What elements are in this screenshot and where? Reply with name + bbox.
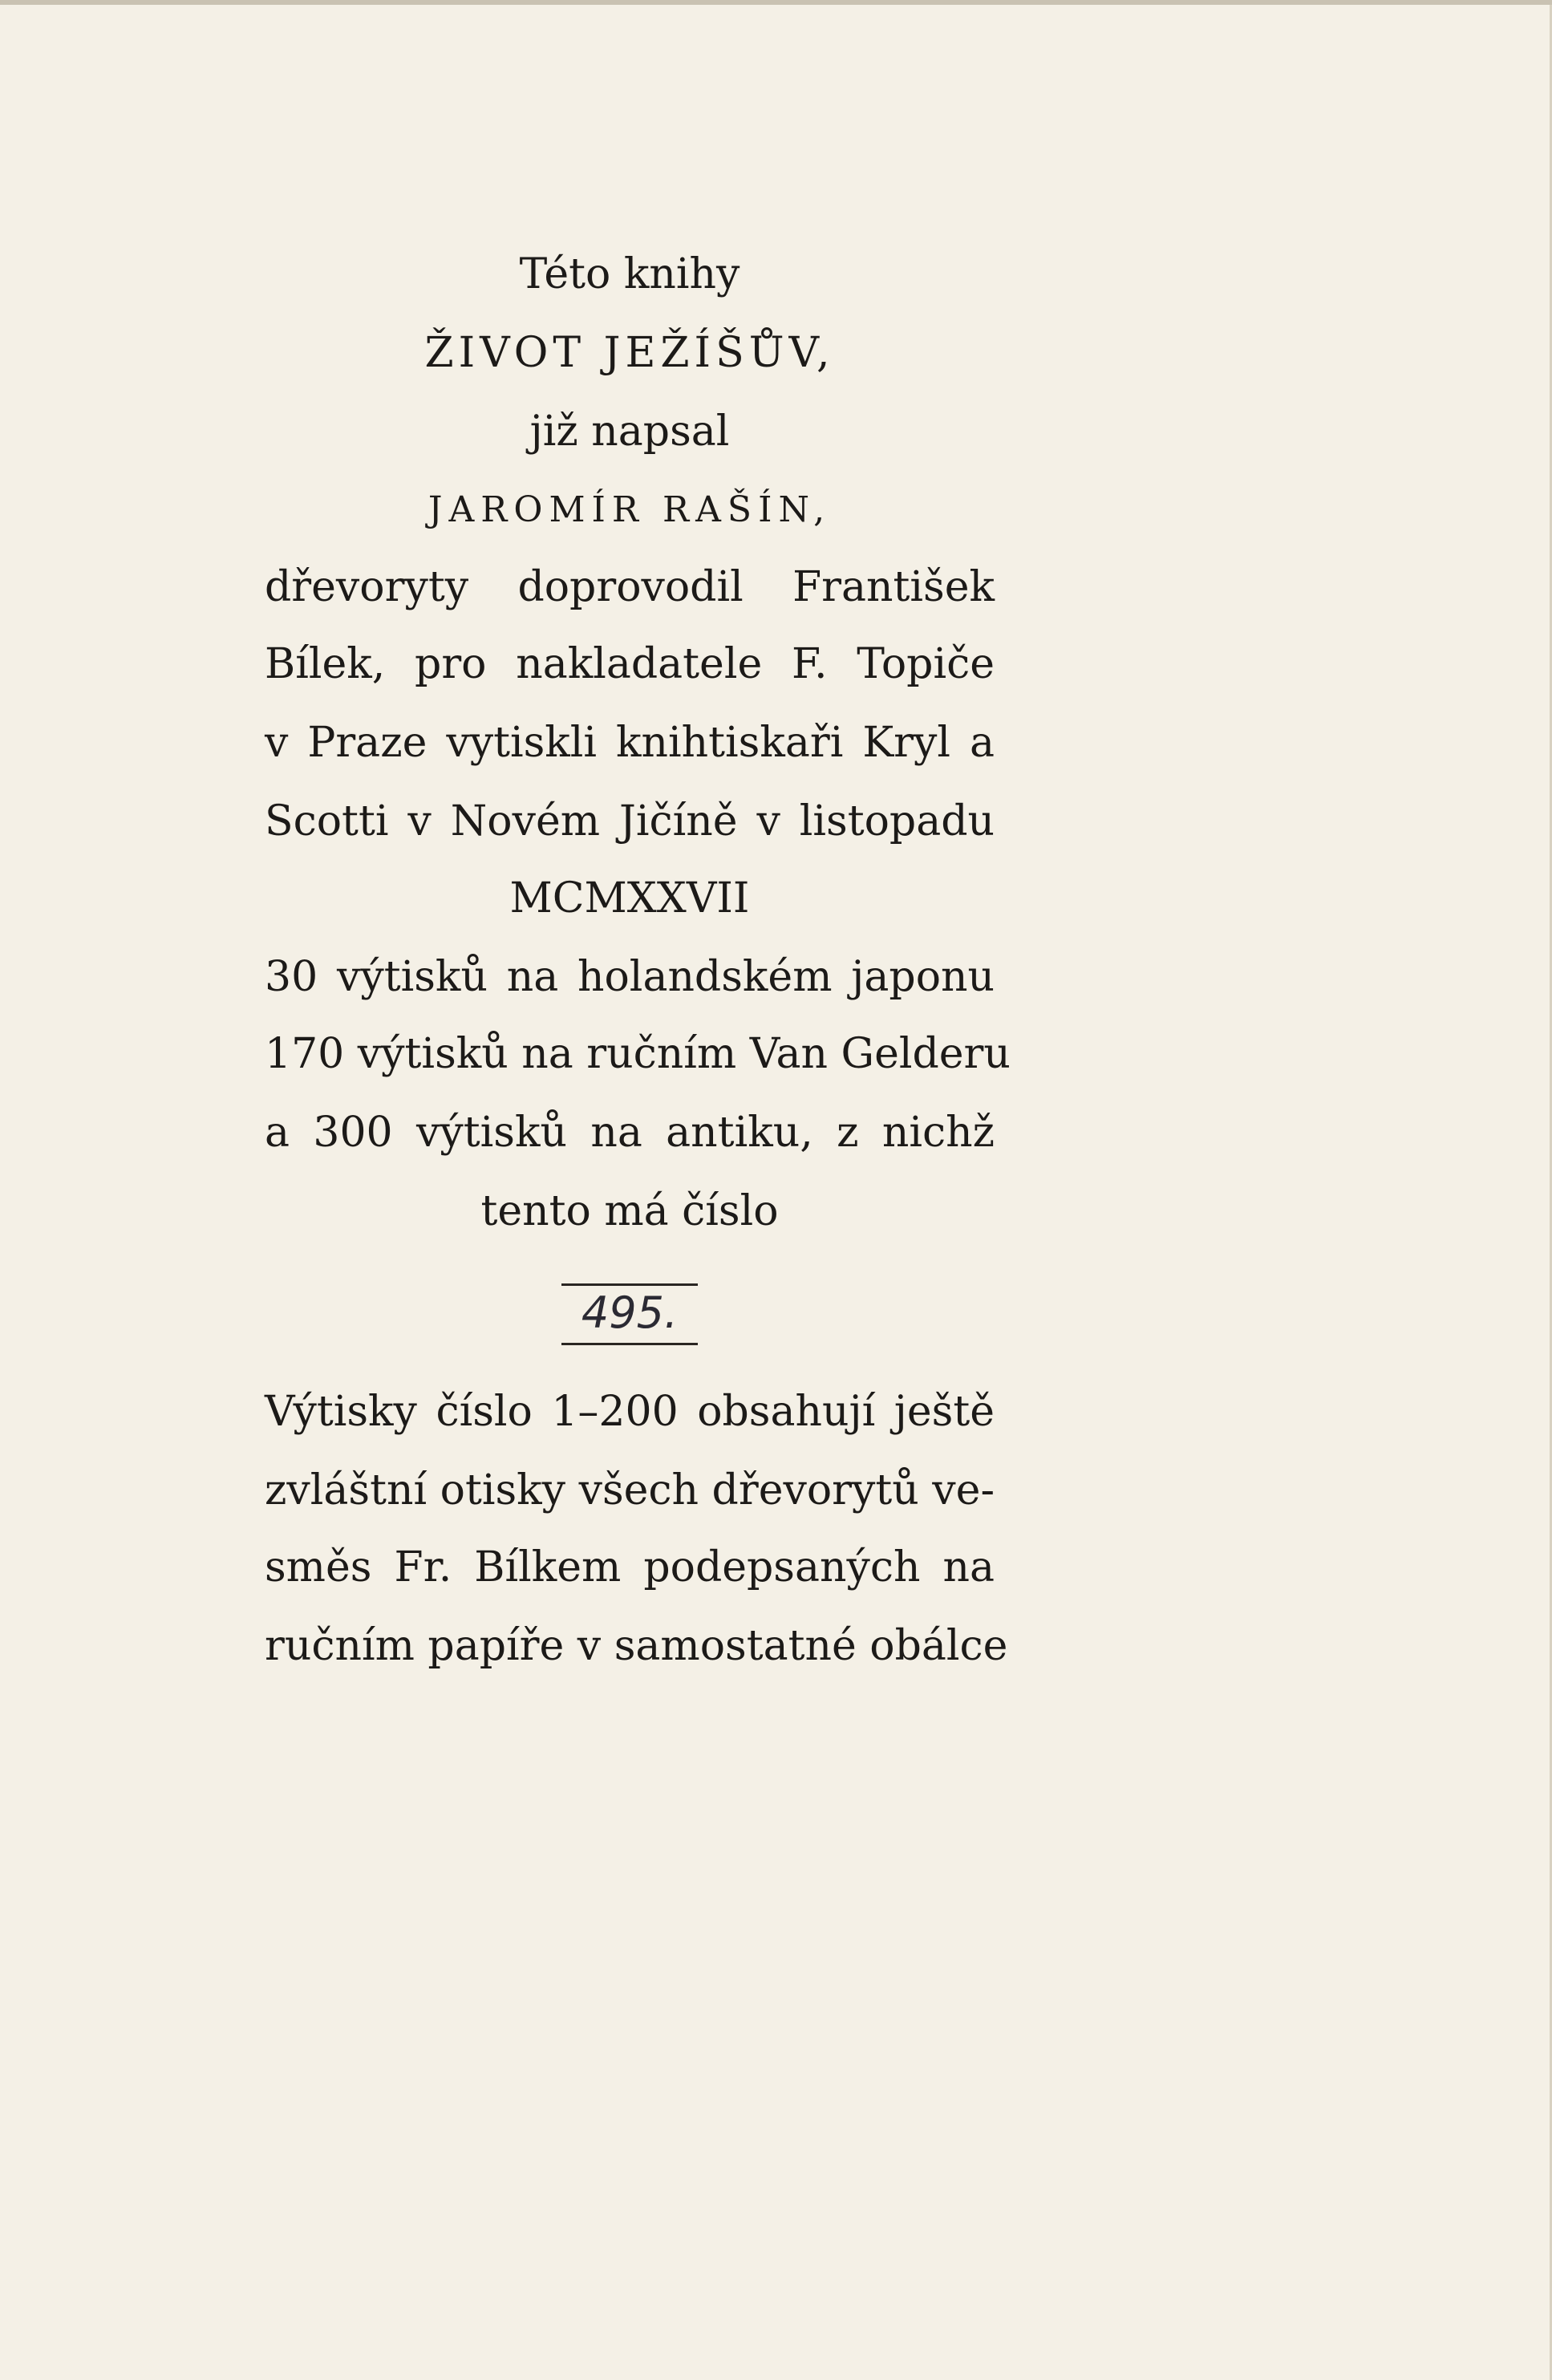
note-line: ručním papíře v samostatné obálce bbox=[265, 1622, 1008, 1670]
top-rule bbox=[561, 1283, 698, 1286]
author-name: JAROMÍR RAŠÍN, bbox=[428, 489, 832, 530]
colophon-line: dřevoryty doprovodil František bbox=[265, 563, 995, 611]
colophon-line-author-intro: již napsal bbox=[529, 407, 730, 456]
edition-line: a 300 výtisků na antiku, z nichž bbox=[265, 1109, 995, 1157]
note-line: zvláštní otisky všech dřevorytů ve- bbox=[265, 1466, 995, 1514]
publication-year: MCMXXVII bbox=[509, 874, 750, 922]
note-line: Výtisky číslo 1–200 obsahují ještě bbox=[265, 1388, 995, 1436]
serial-number: 495. bbox=[581, 1287, 679, 1338]
handwritten-serial-number bbox=[561, 1283, 698, 1348]
bottom-rule bbox=[561, 1343, 698, 1345]
colophon-line: Scotti v Novém Jičíně v listopadu bbox=[265, 797, 995, 845]
colophon-line: Bílek, pro nakladatele F. Topiče bbox=[265, 640, 995, 688]
colophon-line: v Praze vytiskli knihtiskaři Kryl a bbox=[265, 719, 995, 767]
book-title: ŽIVOT JEŽÍŠŮV, bbox=[424, 329, 835, 377]
edition-line: 30 výtisků na holandském japonu bbox=[265, 953, 995, 1001]
edition-line: 170 výtisků na ručním Van Gelderu bbox=[265, 1030, 1011, 1078]
colophon-line-number-intro: tento má číslo bbox=[480, 1187, 779, 1235]
note-line: směs Fr. Bílkem podepsaných na bbox=[265, 1543, 995, 1591]
colophon-line-intro: Této knihy bbox=[519, 250, 740, 298]
